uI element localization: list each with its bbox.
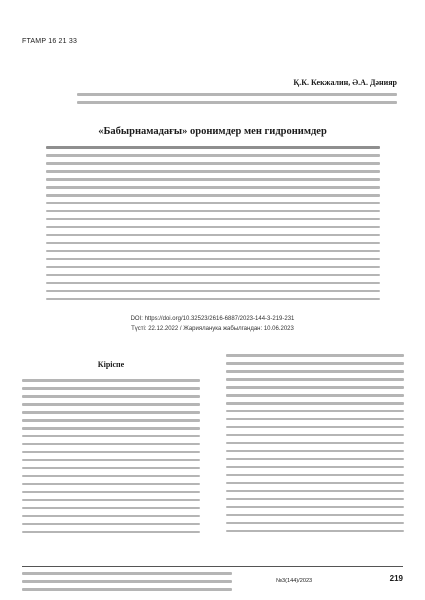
abstract-block: [46, 146, 380, 306]
footer-journal: [22, 572, 232, 596]
doi-line: DOI: https://doi.org/10.32523/2616-6887/2023-144-3-219-231: [130, 316, 295, 322]
article-title: «Бабырнамадағы» ороним​дер мен гидронимдер: [98, 126, 327, 137]
left-column: [22, 354, 200, 539]
authors-line: Қ.К. Кекжалин, Ә.А. Дәнияр: [293, 78, 397, 87]
footer-issue: №3(144)/2023: [276, 578, 313, 584]
grant-code: FTAMP 16 21 33: [22, 38, 78, 45]
affiliation-block: [77, 93, 397, 115]
page-number: 219: [389, 574, 403, 583]
dates-line: Түсті: 22.12.2022 / Жарияланука жабылгандан: 10.06.2023: [131, 326, 294, 332]
footer-rule: [22, 566, 403, 567]
right-column: [226, 354, 404, 538]
section-heading: Кіріспе: [97, 360, 125, 369]
